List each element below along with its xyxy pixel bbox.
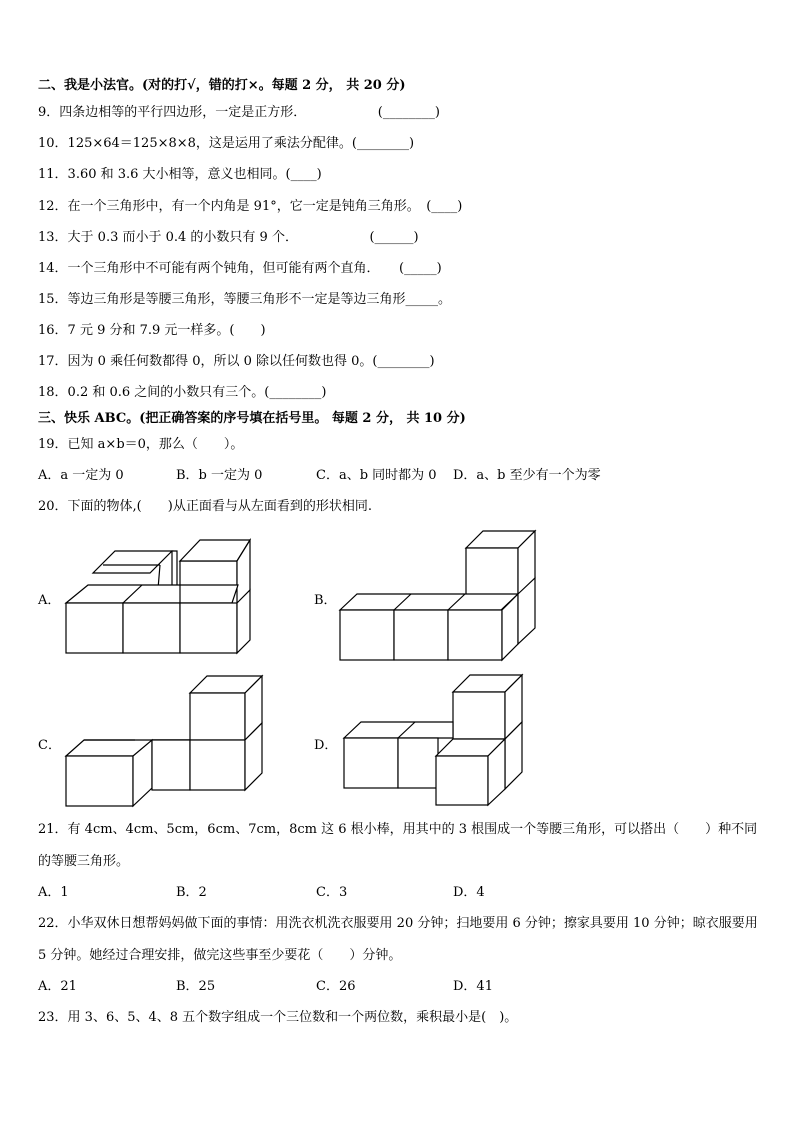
question-19-option-c: C．a、b 同时都为 0	[316, 468, 437, 483]
question-22-option-c: C．26	[316, 979, 356, 994]
question-22-option-a: A．21	[38, 979, 77, 994]
question-20-stem: 20．下面的物体,( )从正面看与从左面看到的形状相同.	[38, 499, 372, 514]
question-18: 18．0.2 和 0.6 之间的小数只有三个。(________)	[38, 385, 327, 400]
question-22-option-b: B．25	[176, 979, 216, 994]
figure-a-label: A．	[38, 593, 61, 608]
question-17: 17．因为 0 乘任何数都得 0，所以 0 除以任何数也得 0。(________)	[38, 354, 435, 369]
question-21-option-d: D．4	[453, 885, 485, 900]
figure-d-label: D．	[314, 738, 338, 753]
question-14: 14．一个三角形中不可能有两个钝角，但可能有两个直角． (_____)	[38, 261, 442, 276]
question-21-stem: 21．有 4cm、4cm、5cm，6cm、7cm，8cm 这 6 根小棒，用其中的 3 根围成一个等腰三角形，可以搭出（ ）种不同的等腰三角形。	[38, 822, 758, 869]
figure-b-cubes	[338, 528, 548, 668]
question-11: 11．3.60 和 3.6 大小相等，意义也相同。(____)	[38, 167, 322, 182]
figure-c-label: C．	[38, 738, 61, 753]
question-21-option-a: A．1	[38, 885, 69, 900]
question-19-stem: 19．已知 a×b＝0，那么（ ）。	[38, 437, 244, 452]
question-22-option-d: D．41	[453, 979, 493, 994]
question-19-option-d: D．a、b 至少有一个为零	[453, 468, 601, 483]
question-16: 16．7 元 9 分和 7.9 元一样多。( )	[38, 323, 266, 338]
question-22-stem: 22．小华双休日想帮妈妈做下面的事情：用洗衣机洗衣服要用 20 分钟；扫地要用 6 分钟；擦家具要用 10 分钟；晾衣服要用 5 分钟。她经过合理安排，做完这些事至少要花（ ）分钟。	[38, 916, 758, 963]
question-12: 12．在一个三角形中，有一个内角是 91°，它一定是钝角三角形。 (____)	[38, 199, 463, 214]
question-10: 10．125×64＝125×8×8，这是运用了乘法分配律。(________)	[38, 136, 415, 151]
question-19-option-b: B．b 一定为 0	[176, 468, 263, 483]
question-9: 9．四条边相等的平行四边形，一定是正方形． (________)	[38, 105, 440, 120]
figure-c-cubes	[60, 670, 270, 820]
question-21-option-c: C．3	[316, 885, 348, 900]
figure-b-label: B．	[314, 593, 337, 608]
section-3-heading: 三、快乐 ABC。(把正确答案的序号填在括号里。 每题 2 分， 共 10 分)	[38, 411, 466, 426]
question-15: 15．等边三角形是等腰三角形，等腰三角形不一定是等边三角形_____。	[38, 292, 452, 307]
figure-d-cubes	[338, 672, 548, 822]
question-19-option-a: A．a 一定为 0	[38, 468, 124, 483]
figure-a-cubes	[60, 535, 270, 660]
section-2-heading: 二、我是小法官。(对的打√，错的打×。每题 2 分， 共 20 分)	[38, 78, 406, 93]
question-21-option-b: B．2	[176, 885, 207, 900]
question-23-stem: 23．用 3、6、5、4、8 五个数字组成一个三位数和一个两位数，乘积最小是( )。	[38, 1010, 518, 1025]
question-13: 13．大于 0.3 而小于 0.4 的小数只有 9 个． (______)	[38, 230, 419, 245]
